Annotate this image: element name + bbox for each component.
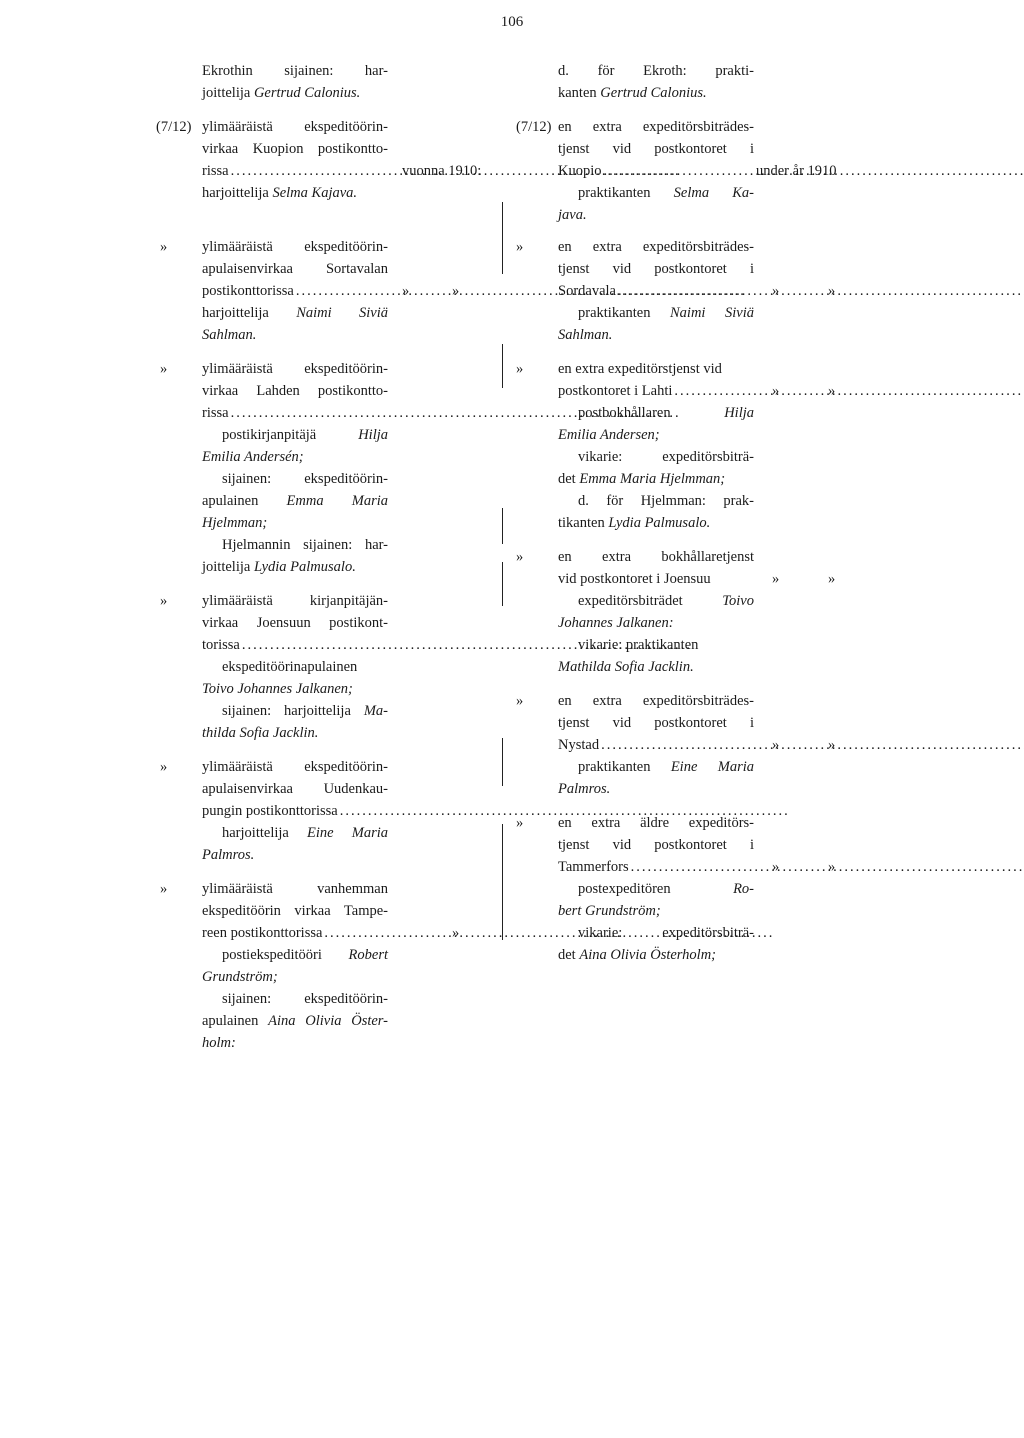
text-line: postexpeditören <box>578 881 734 897</box>
leader-dots <box>618 283 1024 299</box>
text-line: sijainen: ekspeditöörin- <box>222 471 388 487</box>
text-line: postikonttorissa <box>202 283 294 299</box>
text-line: postikirjanpitäjä <box>222 427 359 443</box>
text-line: apulaisenvirkaa Sortavalan <box>202 261 388 277</box>
text-line: ekspeditöörin virkaa Tampe- <box>202 903 388 919</box>
person-name: Toivo Johannes Jalkanen; <box>202 681 353 697</box>
entry-fi-lahti <box>160 358 505 578</box>
person-name: Hilja <box>724 405 754 421</box>
person-name: Naimi Siviä <box>296 305 388 321</box>
text-line: tjenst vid postkontoret i <box>558 261 754 277</box>
entry-sv-lahti <box>516 358 856 534</box>
text-line: expeditörsbiträdet <box>578 593 723 609</box>
text-line: tjenst vid postkontoret i <box>558 837 754 853</box>
text-line: praktikanten <box>578 185 674 201</box>
ditto-mark: » <box>828 383 836 399</box>
person-name: Toivo <box>722 593 754 609</box>
text-line: en extra bokhållaretjenst <box>558 549 754 565</box>
finnish-column <box>156 60 505 1064</box>
text-line: en extra expeditörstjenst vid <box>558 361 722 377</box>
date-marker: (7/12) <box>156 119 192 135</box>
person-name: Emilia Andersen; <box>558 427 660 443</box>
text-line: reen postikonttorissa <box>202 925 323 941</box>
swedish-column <box>516 60 856 976</box>
person-name: Emma Maria <box>286 493 388 509</box>
ditto-mark: » <box>160 881 168 897</box>
person-name: Grundström; <box>202 969 278 985</box>
text-line: apulaisenvirkaa Uudenkau- <box>202 781 388 797</box>
page-number: 106 <box>500 14 524 30</box>
text-line: ylimääräistä ekspeditöörin- <box>202 239 388 255</box>
ditto-mark: » <box>772 859 780 875</box>
person-name: Ma- <box>363 703 388 719</box>
text-line: vikarie: expeditörsbiträ- <box>578 449 754 465</box>
text-line: sijainen: harjoittelija <box>222 703 364 719</box>
ditto-mark: » <box>516 361 524 377</box>
text-line: en extra äldre expeditörs- <box>558 815 754 831</box>
period-annotation: under år 1910 <box>756 163 837 179</box>
person-name: holm: <box>202 1035 236 1051</box>
entry-sv-joensuu <box>516 546 856 678</box>
entry-fi-tampere <box>160 878 505 1054</box>
text-line: en extra expeditörsbiträdes- <box>558 693 754 709</box>
ditto-mark: » <box>160 759 168 775</box>
person-name: Naimi Siviä <box>670 305 754 321</box>
person-name: Lydia Palmusalo. <box>608 515 711 531</box>
text-line: virkaa Joensuun postikont- <box>202 615 388 631</box>
ditto-mark: » <box>828 859 836 875</box>
person-name: Hilja <box>358 427 388 443</box>
text-line: praktikanten <box>578 305 671 321</box>
text-line: ylimääräistä kirjanpitäjän- <box>202 593 388 609</box>
text-line: sijainen: ekspeditöörin- <box>222 991 388 1007</box>
text-line: postkontoret i Lahti <box>558 383 673 399</box>
ditto-mark: » <box>160 593 168 609</box>
person-name: thilda Sofia Jacklin. <box>202 725 319 741</box>
text-line: Tammerfors <box>558 859 629 875</box>
entry-sv-nystad <box>516 690 856 800</box>
person-name: Hjelmman; <box>202 515 268 531</box>
text-line: en extra expeditörsbiträdes- <box>558 239 754 255</box>
text-line: ylimääräistä ekspeditöörin- <box>202 119 388 135</box>
ditto-mark: » <box>772 383 780 399</box>
person-name: Eine Maria <box>670 759 754 775</box>
person-name: Robert <box>348 947 388 963</box>
entry-fi-joensuu <box>160 590 505 744</box>
text-line: tjenst vid postkontoret i <box>558 715 754 731</box>
person-name: Johannes Jalkanen: <box>558 615 674 631</box>
text-line: Ekrothin sijainen: har- <box>202 63 388 79</box>
text-line: Nystad <box>558 737 600 753</box>
ditto-mark: » <box>828 571 836 587</box>
entry-sv-kuopio <box>516 116 856 226</box>
text-line: vikarie: expeditörsbiträ- <box>578 925 754 941</box>
text-line: tjenst vid postkontoret i <box>558 141 754 157</box>
person-name: Lydia Palmusalo. <box>253 559 356 575</box>
date-marker: (7/12) <box>516 119 552 135</box>
ditto-mark: » <box>452 283 460 299</box>
person-name: Sahlman. <box>202 327 257 343</box>
text-line: torissa <box>202 637 240 653</box>
text-line: joittelija <box>202 559 254 575</box>
text-line: rissa <box>202 163 229 179</box>
ditto-mark: » <box>516 549 524 565</box>
person-name: Sahlman. <box>558 327 613 343</box>
entry-fi-sortavala <box>160 236 505 346</box>
text-line: postiekspeditööri <box>222 947 349 963</box>
ditto-mark: » <box>828 737 836 753</box>
text-line: Kuopio <box>558 163 602 179</box>
text-line: ylimääräistä ekspeditöörin- <box>202 759 388 775</box>
entry-fi-ekroth <box>160 60 505 104</box>
ditto-mark: » <box>772 283 780 299</box>
text-line: kanten <box>558 85 601 101</box>
text-line: pungin postikonttorissa <box>202 803 338 819</box>
text-line: virkaa Lahden postikontto- <box>202 383 388 399</box>
person-name: Selma Ka- <box>673 185 754 201</box>
text-line: ekspeditöörinapulainen <box>222 659 358 675</box>
ditto-mark: » <box>160 361 168 377</box>
entry-sv-sordavala <box>516 236 856 346</box>
text-line: virkaa Kuopion postikontto- <box>202 141 388 157</box>
entry-fi-uusikaupunki <box>160 756 505 866</box>
text-line: en extra expeditörsbiträdes- <box>558 119 754 135</box>
ditto-mark: » <box>402 283 410 299</box>
text-line: harjoittelija <box>222 825 307 841</box>
period-annotation: vuonna 1910: <box>402 163 482 179</box>
ditto-mark: » <box>516 693 524 709</box>
ditto-mark: » <box>516 815 524 831</box>
person-name: Palmros. <box>202 847 255 863</box>
leader-dots <box>601 737 1024 753</box>
text-line: Hjelmannin sijainen: har- <box>222 537 388 553</box>
person-name: Gertrud Calonius. <box>253 85 361 101</box>
text-line: d. för Ekroth: prakti- <box>558 63 754 79</box>
text-line: det <box>558 471 580 487</box>
person-name: Gertrud Calonius. <box>600 85 707 101</box>
text-line: rissa <box>202 405 229 421</box>
ditto-mark: » <box>516 239 524 255</box>
person-name: Ro- <box>733 881 754 897</box>
person-name: Mathilda Sofia Jacklin. <box>558 659 694 675</box>
text-line: apulainen <box>202 493 287 509</box>
person-name: Eine Maria <box>307 825 388 841</box>
ditto-mark: » <box>772 571 780 587</box>
text-line: tikanten <box>558 515 609 531</box>
entry-sv-tammerfors <box>516 812 856 966</box>
person-name: Emilia Andersén; <box>202 449 304 465</box>
text-line: ylimääräistä ekspeditöörin- <box>202 361 388 377</box>
text-line: harjoittelija <box>202 305 297 321</box>
text-line: praktikanten <box>578 759 671 775</box>
text-line: d. för Hjelmman: prak- <box>578 493 754 509</box>
person-name: java. <box>558 207 587 223</box>
ditto-mark: » <box>772 737 780 753</box>
entry-sv-ekroth <box>516 60 856 104</box>
ditto-mark: » <box>160 239 168 255</box>
text-line: joittelija <box>202 85 254 101</box>
text-line: postbokhållaren <box>578 405 725 421</box>
text-line: vikarie: praktikanten <box>578 637 699 653</box>
text-line: ylimääräistä vanhemman <box>202 881 388 897</box>
text-line: det <box>558 947 580 963</box>
person-name: bert Grundström; <box>558 903 661 919</box>
entry-fi-kuopio <box>156 116 505 204</box>
person-name: Aina Olivia Österholm; <box>579 947 717 963</box>
text-line: apulainen <box>202 1013 269 1029</box>
ditto-mark: » <box>452 925 460 941</box>
person-name: Emma Maria Hjelmman; <box>579 471 726 487</box>
person-name: Palmros. <box>558 781 611 797</box>
text-line: harjoittelija <box>202 185 273 201</box>
text-line: vid postkontoret i Joensuu <box>558 571 711 587</box>
text-line: Sordavala <box>558 283 616 299</box>
leader-dots <box>674 383 1024 399</box>
ditto-mark: » <box>828 283 836 299</box>
person-name: Selma Kajava. <box>272 185 358 201</box>
person-name: Aina Olivia Öster- <box>268 1013 388 1029</box>
